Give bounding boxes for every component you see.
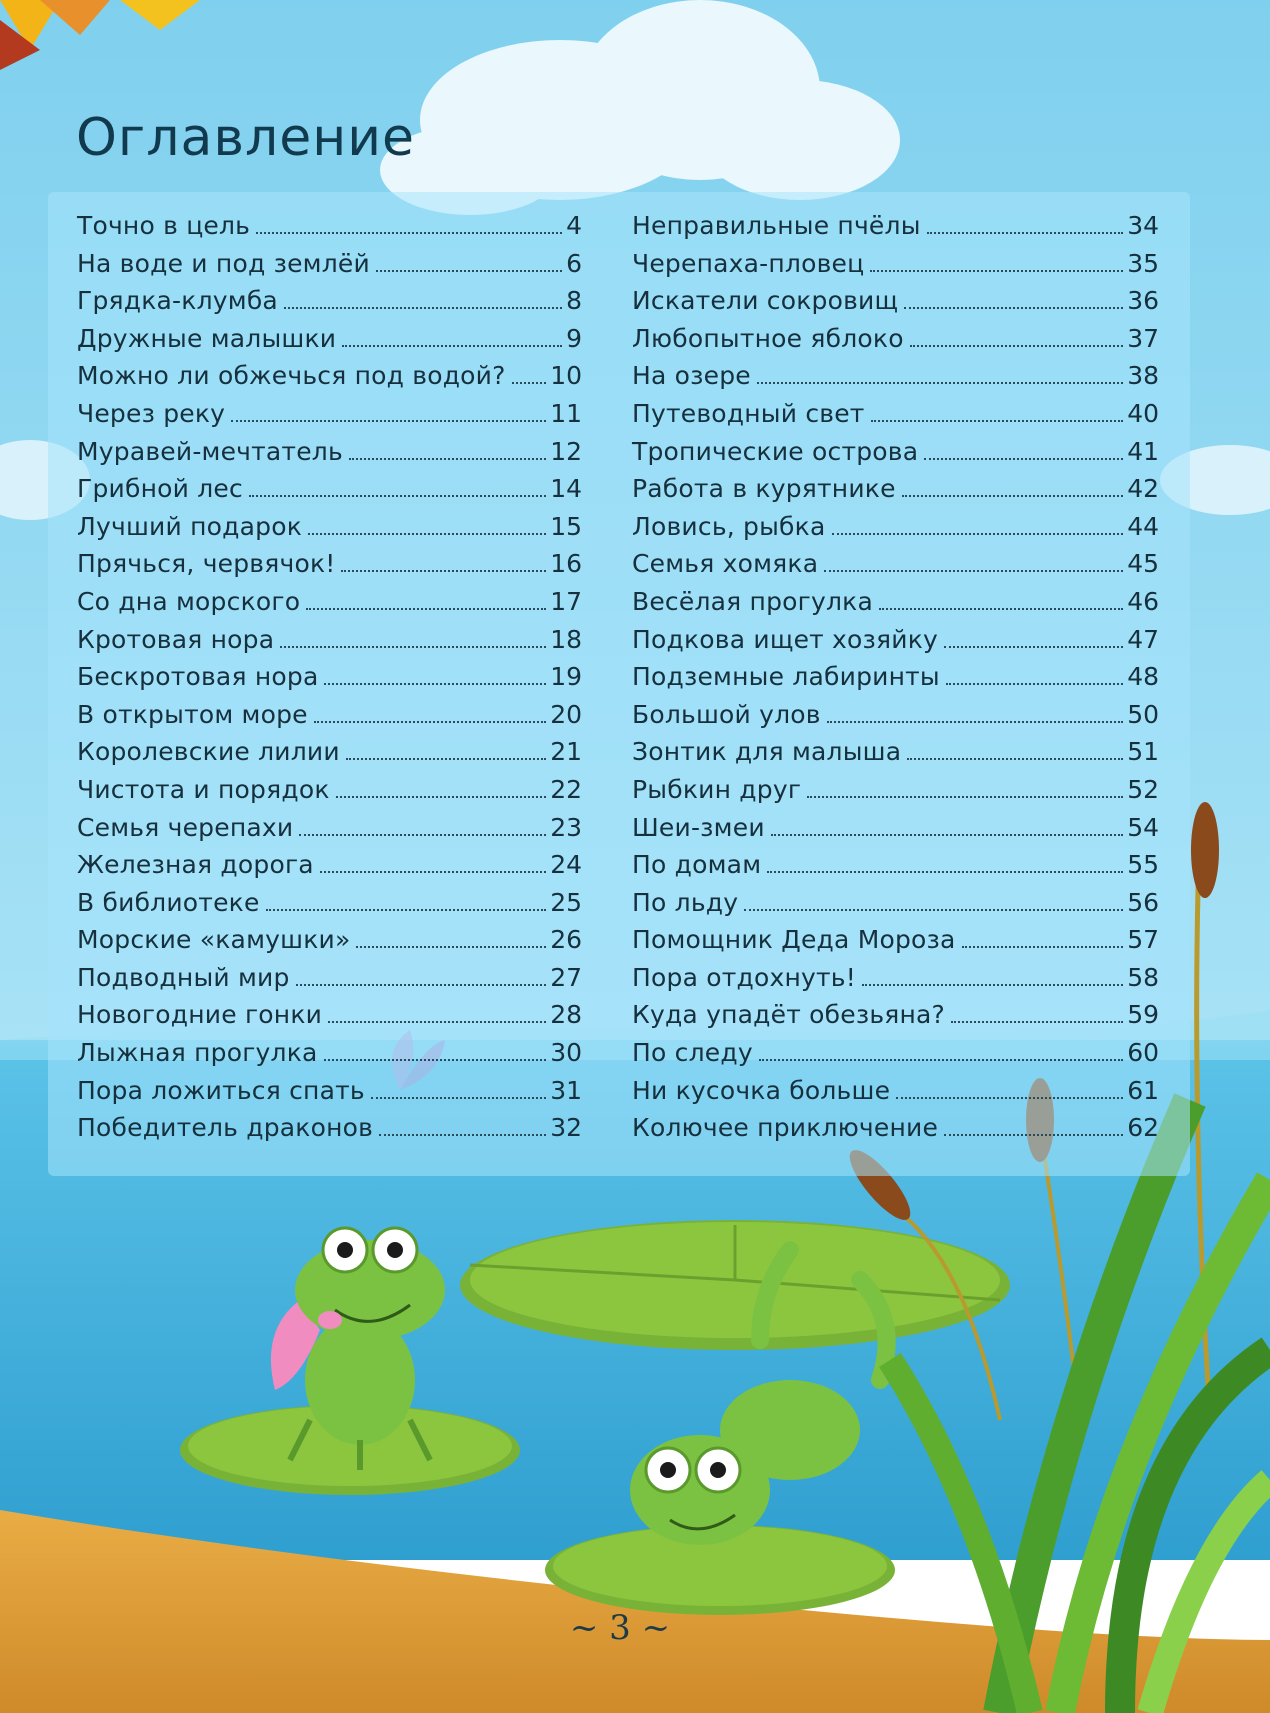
toc-entry-page: 10 [550,361,582,391]
toc-entry-page: 57 [1127,925,1159,955]
toc-leader-dots [249,495,546,497]
toc-leader-dots [284,307,562,309]
toc-entry-title: Морские «камушки» [77,925,351,955]
toc-leader-dots [910,345,1123,347]
toc-leader-dots [341,570,546,572]
toc-entry-page: 9 [566,323,582,353]
toc-entry-page: 60 [1127,1038,1159,1068]
toc-entry[interactable] [77,888,582,926]
toc-entry-title: Шеи-змеи [632,812,765,842]
toc-entry-title: Любопытное яблоко [632,323,904,353]
toc-entry[interactable] [77,211,582,249]
toc-entry[interactable] [632,324,1159,362]
toc-entry-page: 21 [550,737,582,767]
toc-entry-page: 31 [550,1075,582,1105]
toc-leader-dots [349,458,546,460]
toc-leader-dots [336,796,547,798]
toc-entry-page: 36 [1127,286,1159,316]
toc-entry-page: 58 [1127,962,1159,992]
toc-entry-page: 44 [1127,511,1159,541]
toc-leader-dots [832,533,1124,535]
toc-entry-title: Грибной лес [77,474,243,504]
toc-entry-title: Прячься, червячок! [77,549,336,579]
toc-entry-title: Искатели сокровищ [632,286,899,316]
toc-entry[interactable] [632,512,1159,550]
toc-entry-page: 45 [1127,549,1159,579]
toc-leader-dots [299,834,546,836]
toc-entry[interactable] [77,587,582,625]
toc-leader-dots [951,1021,1123,1023]
toc-entry-page: 18 [550,624,582,654]
toc-entry-page: 35 [1127,248,1159,278]
toc-entry-title: Пора отдохнуть! [632,962,856,992]
toc-entry-title: Ловись, рыбка [632,511,826,541]
page-title: Оглавление [76,108,416,168]
toc-entry-page: 41 [1127,436,1159,466]
toc-column-left [77,211,582,1151]
toc-entry[interactable] [77,700,582,738]
toc-entry-title: Работа в курятнике [632,474,896,504]
toc-entry[interactable] [632,737,1159,775]
toc-entry-page: 34 [1127,211,1159,240]
toc-entry-page: 52 [1127,774,1159,804]
toc-leader-dots [320,871,546,873]
toc-entry-title: Со дна морского [77,586,301,616]
toc-entry-page: 56 [1127,887,1159,917]
toc-entry-title: На озере [632,361,751,391]
toc-leader-dots [962,946,1124,948]
toc-entry[interactable] [77,963,582,1001]
toc-entry[interactable] [632,775,1159,813]
toc-entry-page: 42 [1127,474,1159,504]
toc-leader-dots [231,420,546,422]
toc-entry-title: В открытом море [77,699,308,729]
toc-entry-page: 23 [550,812,582,842]
toc-entry[interactable] [77,474,582,512]
toc-entry[interactable] [632,1038,1159,1076]
toc-entry-title: Королевские лилии [77,737,340,767]
toc-entry-page: 6 [566,248,582,278]
toc-entry[interactable] [77,549,582,587]
toc-leader-dots [744,909,1123,911]
toc-entry-page: 59 [1127,1000,1159,1030]
toc-leader-dots [946,683,1123,685]
toc-entry[interactable] [632,850,1159,888]
toc-leader-dots [944,646,1123,648]
toc-entry-page: 55 [1127,850,1159,880]
toc-entry[interactable] [632,361,1159,399]
toc-entry-page: 27 [550,962,582,992]
toc-entry-title: Пора ложиться спать [77,1075,365,1105]
toc-entry-title: Чистота и порядок [77,774,330,804]
toc-leader-dots [896,1097,1123,1099]
toc-entry[interactable] [632,813,1159,851]
toc-entry[interactable] [77,437,582,475]
toc-entry-page: 54 [1127,812,1159,842]
toc-leader-dots [870,270,1123,272]
toc-leader-dots [346,758,546,760]
toc-entry-page: 32 [550,1113,582,1143]
toc-entry-title: Рыбкин друг [632,774,802,804]
toc-entry-page: 50 [1127,699,1159,729]
toc-entry-page: 62 [1127,1113,1159,1143]
toc-leader-dots [356,946,546,948]
toc-entry-title: На воде и под землёй [77,248,370,278]
toc-leader-dots [256,232,562,234]
toc-leader-dots [767,871,1123,873]
toc-leader-dots [771,834,1123,836]
toc-entry[interactable] [77,1076,582,1114]
toc-entry-title: Ни кусочка больше [632,1075,891,1105]
toc-entry[interactable] [632,1113,1159,1151]
toc-entry-page: 22 [550,774,582,804]
toc-leader-dots [902,495,1124,497]
toc-leader-dots [907,758,1123,760]
toc-entry-title: Семья черепахи [77,812,294,842]
toc-entry-page: 30 [550,1038,582,1068]
toc-entry[interactable] [77,737,582,775]
toc-leader-dots [824,570,1123,572]
toc-leader-dots [879,608,1123,610]
toc-entry[interactable] [77,399,582,437]
toc-entry-page: 25 [550,887,582,917]
toc-entry-title: Бескротовая нора [77,662,319,692]
toc-entry-title: Подкова ищет хозяйку [632,624,939,654]
toc-entry[interactable] [632,888,1159,926]
toc-entry-title: Новогодние гонки [77,1000,323,1030]
toc-entry[interactable] [632,549,1159,587]
toc-entry[interactable] [632,925,1159,963]
toc-leader-dots [807,796,1123,798]
toc-entry-page: 37 [1127,323,1159,353]
toc-entry-title: Муравей-мечтатель [77,436,343,466]
toc-entry-title: Тропические острова [632,436,919,466]
toc-entry[interactable] [632,211,1159,249]
toc-leader-dots [266,909,547,911]
toc-entry[interactable] [632,662,1159,700]
toc-leader-dots [927,232,1124,234]
toc-entry-title: Через реку [77,398,226,428]
toc-entry-page: 47 [1127,624,1159,654]
toc-entry[interactable] [77,775,582,813]
toc-leader-dots [328,1021,546,1023]
toc-entry-page: 12 [550,436,582,466]
toc-entry[interactable] [77,512,582,550]
toc-entry-title: По следу [632,1038,753,1068]
toc-entry[interactable] [77,1113,582,1151]
toc-entry-page: 26 [550,925,582,955]
toc-entry[interactable] [77,625,582,663]
toc-leader-dots [376,270,562,272]
toc-entry-page: 20 [550,699,582,729]
toc-entry[interactable] [77,249,582,287]
toc-entry[interactable] [632,1000,1159,1038]
toc-entry[interactable] [77,361,582,399]
toc-entry[interactable] [632,474,1159,512]
toc-entry[interactable] [77,925,582,963]
toc-entry[interactable] [77,1038,582,1076]
toc-leader-dots [296,984,547,986]
toc-entry-title: Грядка-клумба [77,286,278,316]
toc-entry[interactable] [77,286,582,324]
toc-leader-dots [324,1059,547,1061]
toc-leader-dots [308,533,546,535]
toc-entry-page: 19 [550,662,582,692]
toc-entry[interactable] [77,1000,582,1038]
toc-entry[interactable] [632,963,1159,1001]
toc-entry-page: 8 [566,286,582,316]
toc-leader-dots [862,984,1123,986]
toc-entry-page: 14 [550,474,582,504]
toc-leader-dots [871,420,1124,422]
toc-entry[interactable] [632,587,1159,625]
toc-leader-dots [757,382,1123,384]
toc-column-right [632,211,1159,1151]
toc-entry-page: 4 [566,211,582,240]
toc-entry-page: 48 [1127,662,1159,692]
toc-entry-title: Помощник Деда Мороза [632,925,956,955]
toc-entry-page: 28 [550,1000,582,1030]
toc-entry[interactable] [632,286,1159,324]
toc-entry-page: 46 [1127,586,1159,616]
toc-leader-dots [827,721,1123,723]
toc-entry-title: Лучший подарок [77,511,302,541]
toc-entry[interactable] [77,662,582,700]
toc-leader-dots [280,646,546,648]
toc-leader-dots [512,382,547,384]
toc-entry-page: 51 [1127,737,1159,767]
toc-entry-title: По льду [632,887,739,917]
toc-entry-title: Путеводный свет [632,398,865,428]
toc-leader-dots [314,721,546,723]
toc-entry-title: Черепаха-пловец [632,248,865,278]
toc-entry[interactable] [77,850,582,888]
toc-entry-page: 40 [1127,398,1159,428]
toc-leader-dots [759,1059,1123,1061]
toc-entry-title: В библиотеке [77,887,260,917]
toc-entry-title: Кротовая нора [77,624,275,654]
toc-entry-title: Семья хомяка [632,549,819,579]
toc-entry-title: Дружные малышки [77,323,337,353]
toc-entry-title: Весёлая прогулка [632,586,873,616]
toc-entry[interactable] [632,1076,1159,1114]
toc-leader-dots [306,608,546,610]
toc-entry-page: 17 [550,586,582,616]
toc-entry-title: Зонтик для малыша [632,737,902,767]
toc-entry-title: Победитель драконов [77,1113,374,1143]
toc-entry-title: Железная дорога [77,850,314,880]
toc-entry-title: Можно ли обжечься под водой? [77,361,506,391]
toc-entry-title: Большой улов [632,699,821,729]
toc-leader-dots [324,683,546,685]
toc-entry-title: Куда упадёт обезьяна? [632,1000,946,1030]
toc-entry-title: Подземные лабиринты [632,662,940,692]
toc-entry[interactable] [77,324,582,362]
toc-entry[interactable] [632,625,1159,663]
toc-leader-dots [924,458,1123,460]
toc-entry-page: 38 [1127,361,1159,391]
toc-leader-dots [371,1097,546,1099]
toc-entry[interactable] [77,813,582,851]
toc-entry-title: Лыжная прогулка [77,1038,318,1068]
toc-entry-page: 24 [550,850,582,880]
toc-entry-page: 16 [550,549,582,579]
toc-entry[interactable] [632,249,1159,287]
toc-entry-title: Подводный мир [77,962,290,992]
page-number: ~ 3 ~ [569,1608,671,1648]
toc-entry-title: Неправильные пчёлы [632,211,921,240]
toc-leader-dots [379,1134,546,1136]
toc-entry-page: 11 [550,398,582,428]
toc-leader-dots [944,1134,1123,1136]
toc-entry[interactable] [632,399,1159,437]
toc-leader-dots [904,307,1123,309]
toc-entry-title: Точно в цель [77,211,251,240]
toc-entry-title: По домам [632,850,762,880]
toc-entry-page: 15 [550,511,582,541]
toc-entry[interactable] [632,437,1159,475]
toc-entry[interactable] [632,700,1159,738]
toc-entry-page: 61 [1127,1075,1159,1105]
toc-leader-dots [342,345,562,347]
toc-entry-title: Колючее приключение [632,1113,939,1143]
